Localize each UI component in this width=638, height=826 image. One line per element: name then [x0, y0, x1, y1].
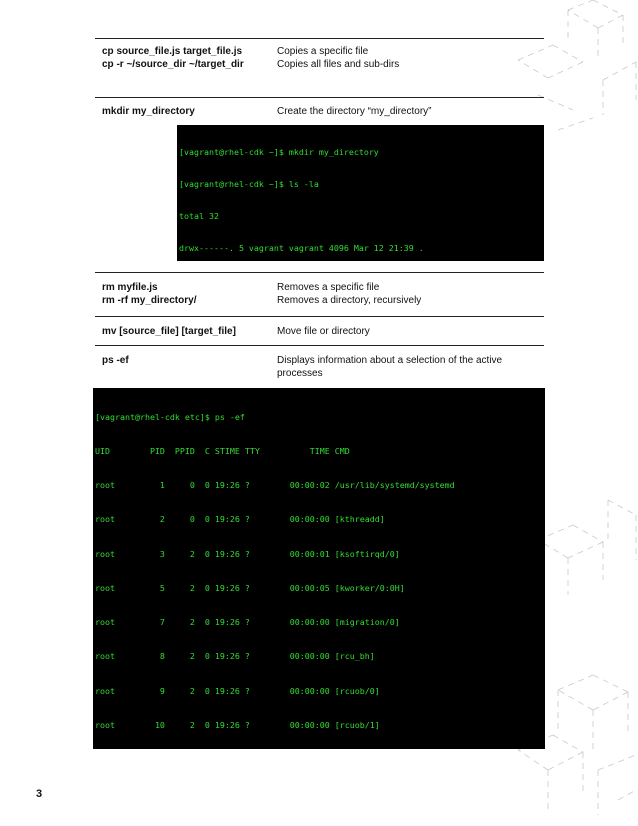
- ps-command: ps -ef: [102, 355, 129, 366]
- cp-description: Copies a specific file: [277, 46, 369, 57]
- terminal-line: root 5 2 0 19:26 ? 00:00:05 [kworker/0:0H]: [95, 582, 405, 593]
- terminal-line: root 3 2 0 19:26 ? 00:00:01 [ksoftirqd/0]: [95, 548, 400, 559]
- terminal-line: root 10 2 0 19:26 ? 00:00:00 [rcuob/1]: [95, 719, 380, 730]
- terminal-line: root 7 2 0 19:26 ? 00:00:00 [migration/0]: [95, 617, 400, 628]
- terminal-mkdir-output: [177, 125, 544, 261]
- cp-command: cp source_file.js target_file.js: [102, 46, 243, 57]
- terminal-line: [vagrant@rhel-cdk ~]$ ls -la: [179, 178, 319, 189]
- divider: [95, 272, 544, 273]
- divider: [95, 38, 544, 39]
- rm-recursive-command: rm -rf my_directory/: [102, 295, 197, 306]
- divider: [95, 97, 544, 98]
- terminal-line: total 32: [179, 210, 219, 221]
- mv-description: Move file or directory: [277, 326, 370, 337]
- terminal-line: root 1 0 0 19:26 ? 00:00:02 /usr/lib/systemd/systemd: [95, 480, 455, 491]
- terminal-line: root 9 2 0 19:26 ? 00:00:00 [rcuob/0]: [95, 685, 380, 696]
- rm-description: Removes a specific file: [277, 282, 380, 293]
- page-number: 3: [36, 788, 43, 800]
- terminal-line: drwx------. 5 vagrant vagrant 4096 Mar 12 21:39 .: [179, 242, 424, 253]
- cp-recursive-description: Copies all files and sub-dirs: [277, 59, 400, 70]
- terminal-ps-output: [93, 388, 545, 749]
- divider: [95, 316, 544, 317]
- divider: [95, 345, 544, 346]
- mkdir-description: Create the directory “my_directory”: [277, 106, 432, 117]
- rm-recursive-description: Removes a directory, recursively: [277, 295, 422, 306]
- terminal-line: [vagrant@rhel-cdk etc]$ ps -ef: [95, 411, 245, 422]
- terminal-line: root 8 2 0 19:26 ? 00:00:00 [rcu_bh]: [95, 651, 375, 662]
- terminal-line: root 2 0 0 19:26 ? 00:00:00 [kthreadd]: [95, 514, 385, 525]
- cp-recursive-command: cp -r ~/source_dir ~/target_dir: [102, 59, 244, 70]
- terminal-line: [vagrant@rhel-cdk ~]$ mkdir my_directory: [179, 147, 379, 158]
- mkdir-command: mkdir my_directory: [102, 106, 195, 117]
- mv-command: mv [source_file] [target_file]: [102, 326, 236, 337]
- rm-command: rm myfile.js: [102, 282, 158, 293]
- ps-description: Displays information about a selection of the active processes: [277, 355, 503, 379]
- terminal-line: UID PID PPID C STIME TTY TIME CMD: [95, 446, 350, 457]
